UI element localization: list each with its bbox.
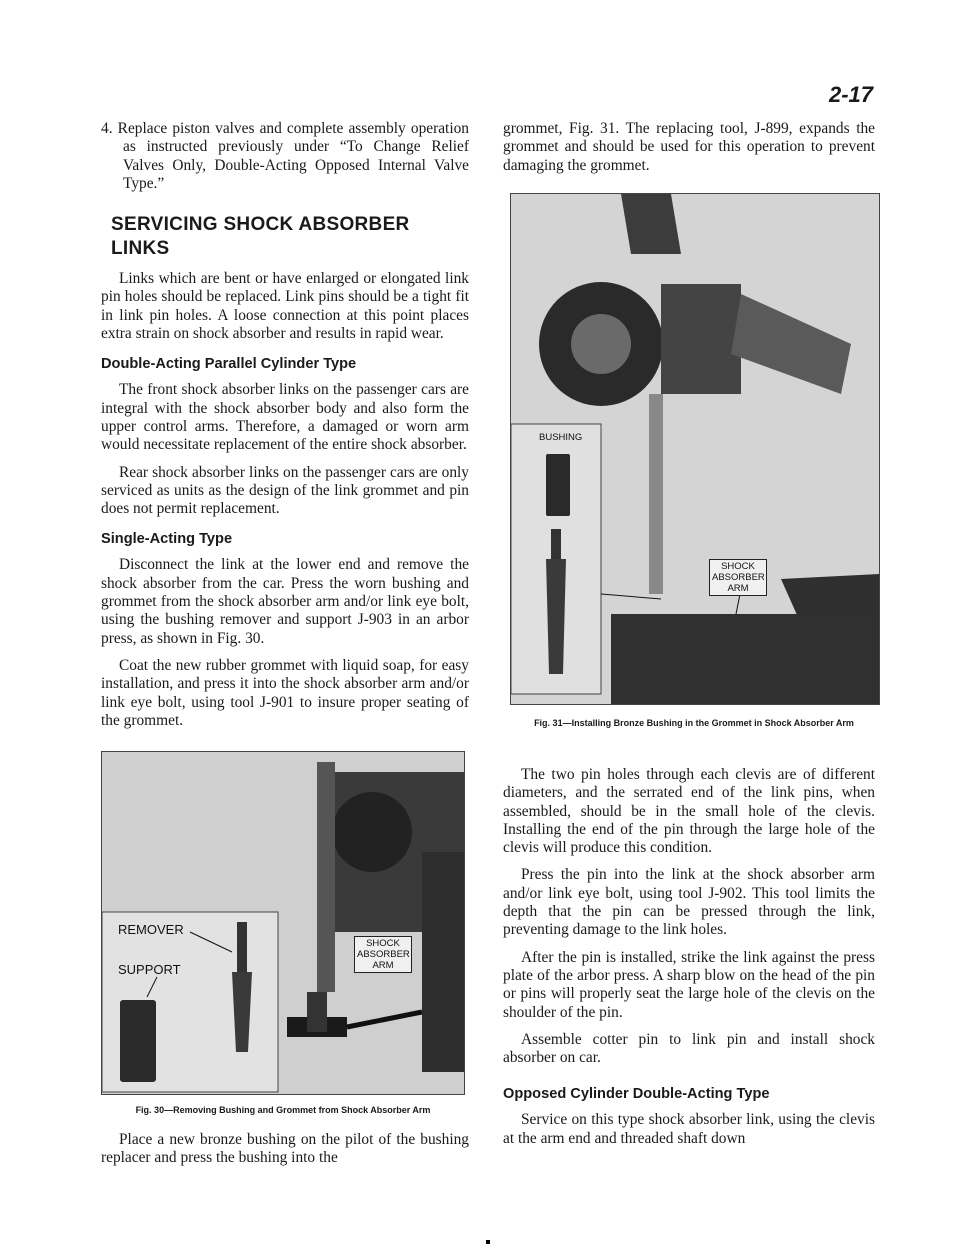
section-heading: SERVICING SHOCK ABSORBER LINKS <box>111 214 410 260</box>
figure-30-photo <box>101 751 465 1095</box>
left-bottom-text <box>101 1131 469 1177</box>
page-number: 2-17 <box>828 82 873 107</box>
figure-31-illustration <box>511 194 879 704</box>
bushing-paragraph: Place a new bronze bushing on the pilot of the bushing replacer and press the bushing into the <box>101 1131 469 1167</box>
subheading-single-acting: Single-Acting Type <box>101 531 233 548</box>
clevis-paragraph: The two pin holes through each clevis are of different diameters, and the serrated end of the link pins, when assembled, should be in the small hole of the clevis. Installing the end of the pin through the large hole of the clevis will produce this condition. <box>503 766 875 857</box>
right-column-top <box>503 120 875 184</box>
parallel-paragraph-1: The front shock absorber links on the passenger cars are integral with the shock absorber body and also form the upper control arms. Therefore, a damaged or worn arm would necessitate replacement of the entire shock absorber. <box>101 381 469 454</box>
left-column <box>101 120 469 739</box>
single-acting-paragraph-2: Coat the new rubber grommet with liquid soap, for easy installation, and press it into the shock absorber arm and/or link eye bolt, using tool J-901 to insure proper seating of the grommet. <box>101 656 469 729</box>
shock-absorber-arm-label: SHOCK ABSORBER ARM <box>709 559 767 596</box>
right-column-bottom <box>503 766 875 1157</box>
support-label: SUPPORT <box>118 962 181 977</box>
step-4-text: 4. Replace piston valves and complete assembly operation as instructed previously under “To Change Relief Valves Only, Double-Acting Opposed Internal Valve Type.” <box>101 120 469 192</box>
opposed-cylinder-paragraph: Service on this type shock absorber link, using the clevis at the arm end and threaded shaft down <box>503 1111 875 1147</box>
parallel-paragraph-2: Rear shock absorber links on the passenger cars are only serviced as units as the design of the link grommet and pin does not permit replacement. <box>101 463 469 518</box>
strike-link-paragraph: After the pin is installed, strike the link against the press plate of the arbor press. A sharp blow on the head of the pin or pins will properly seat the large hole of the clevis on the shoulder of the pin. <box>503 948 875 1021</box>
page-mark <box>486 1240 490 1244</box>
remover-label: REMOVER <box>118 922 184 937</box>
shock-absorber-arm-label: SHOCK ABSORBER ARM <box>354 936 412 973</box>
figure-31-caption: Fig. 31—Installing Bronze Bushing in the Grommet in Shock Absorber Arm <box>534 718 854 728</box>
intro-paragraph: Links which are bent or have enlarged or elongated link pin holes should be replaced. Link pins should be a tight fit in link pin holes. A loose connection at this point places extra strain on shock absorber and results in rapid wear. <box>101 270 469 343</box>
single-acting-paragraph-1: Disconnect the link at the lower end and remove the shock absorber from the car. Press the worn bushing and grommet from the shock absorber arm and/or link eye bolt, using the bushing remover and support J-903 in an arbor press, as shown in Fig. 30. <box>101 556 469 647</box>
figure-31-photo <box>510 193 880 705</box>
bushing-label: BUSHING <box>539 432 583 443</box>
grommet-continuation: grommet, Fig. 31. The replacing tool, J-899, expands the grommet and should be used for this operation to prevent damaging the grommet. <box>503 120 875 174</box>
subheading-opposed-cylinder: Opposed Cylinder Double-Acting Type <box>503 1086 770 1103</box>
press-pin-paragraph: Press the pin into the link at the shock absorber arm and/or link eye bolt, using tool J-902. This tool limits the depth that the pin can be pressed through the link, preventing damage to the link holes. <box>503 866 875 939</box>
cotter-pin-paragraph: Assemble cotter pin to link pin and install shock absorber on car. <box>503 1030 875 1067</box>
figure-30-caption: Fig. 30—Removing Bushing and Grommet from Shock Absorber Arm <box>135 1105 431 1115</box>
subheading-parallel-cylinder: Double-Acting Parallel Cylinder Type <box>101 356 357 373</box>
